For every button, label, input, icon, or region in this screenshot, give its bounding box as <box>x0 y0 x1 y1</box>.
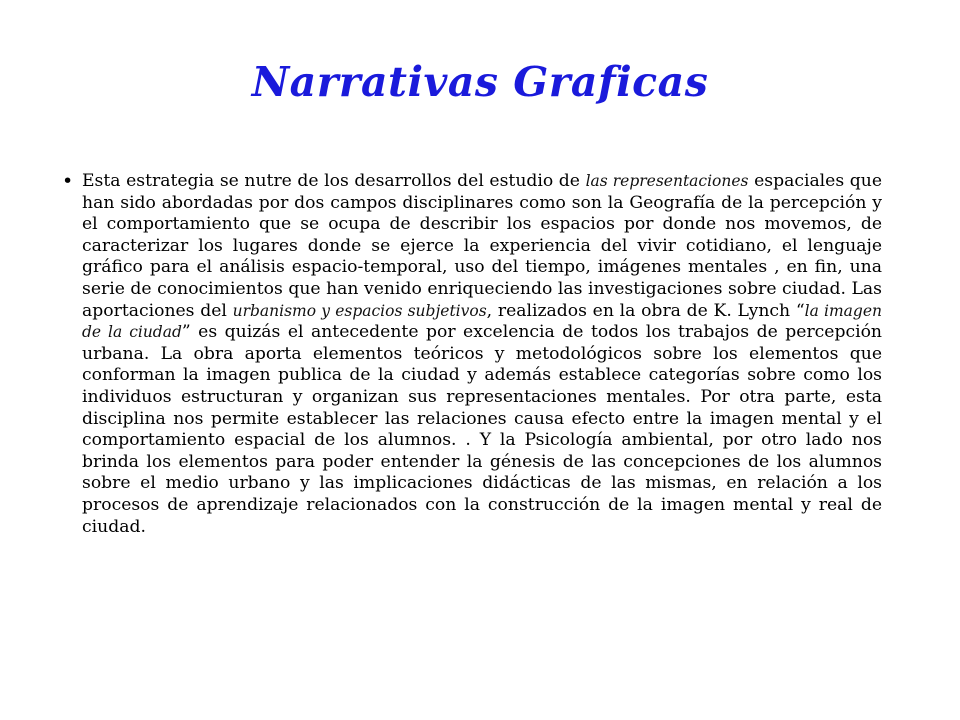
italic-book-title: la imagen de la ciudad <box>82 301 882 342</box>
paragraph-text-2: espaciales que han sido abordadas por dos campos disciplinares como son la Geografía de la percepción y el comportamiento que se ocupa de describir los espacios por donde nos movemos, de caracterizar los lugares donde se ejerce la experiencia del vivir cotidiano, el lenguaje gráfico para el análisis espacio-temporal, uso del tiempo, imágenes mentales , en fin, una serie de conocimientos que han venido enriqueciendo las investigaciones sobre ciudad. Las aportaciones del <box>82 171 882 321</box>
paragraph-text-1: Esta estrategia se nutre de los desarrollos del estudio de <box>82 171 586 191</box>
paragraph-text-4: ” es quizás el antecedente por excelencia de todos los trabajos de percepción urbana. La obra aporta elementos teóricos y metodológicos sobre los elementos que conforman la imagen publica de la ciudad y además establece categorías sobre como los individuos estructuran y organizan sus representaciones mentales. Por otra parte, esta disciplina nos permite establecer las relaciones causa efecto entre la imagen mental y el comportamiento espacial de los alumnos. . Y la Psicología ambiental, por otro lado nos brinda los elementos para poder entender la génesis de las concepciones de los alumnos sobre el medio urbano y las implicaciones didácticas de las mismas, en relación a los procesos de aprendizaje relacionados con la construcción de la imagen mental y real de ciudad. <box>82 322 882 537</box>
bullet-icon: • <box>62 170 74 192</box>
italic-phrase-urbanismo: urbanismo y espacios subjetivos <box>232 301 487 320</box>
italic-phrase-representaciones: las representaciones <box>585 172 749 190</box>
paragraph-text-3: , realizados en la obra de K. Lynch “ <box>486 300 805 321</box>
bullet-item <box>62 171 882 538</box>
bullet-paragraph <box>82 171 882 538</box>
slide-title: Narrativas Graficas <box>251 58 709 106</box>
